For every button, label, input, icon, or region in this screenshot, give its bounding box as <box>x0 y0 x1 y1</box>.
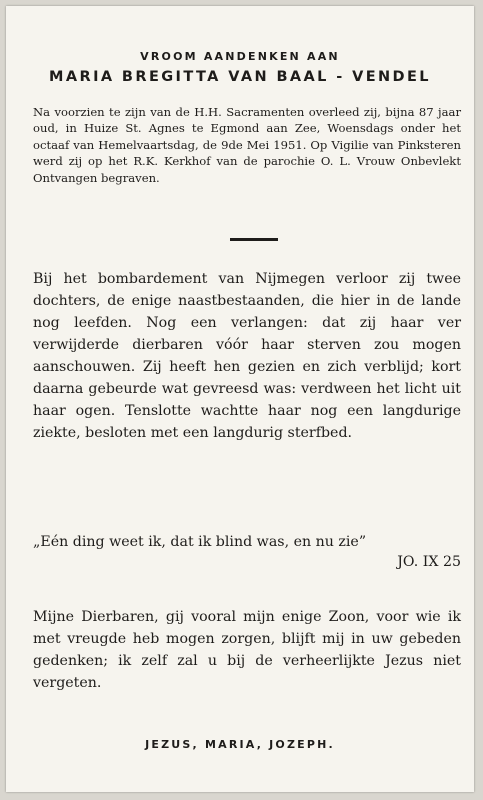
closing-invocation: JEZUS, MARIA, JOZEPH. <box>145 738 335 751</box>
memorial-card <box>6 6 474 792</box>
intro-paragraph: Na voorzien te zijn van de H.H. Sacramenten overleed zij, bijna 87 jaar oud, in Huize St. Agnes te Egmond aan Zee, Woensdags onder het octaaf van Hemelvaartsdag, de 9de Mei 1951. Op Vigilie van Pinksteren werd zij op het R.K. Kerkhof van de parochie O. L. Vrouw Onbevlekt Ontvangen begraven. <box>33 105 461 185</box>
scripture-quote <box>33 532 461 572</box>
farewell-paragraph: Mijne Dierbaren, gij vooral mijn enige Zoon, voor wie ik met vreugde heb mogen zorgen, blijft mij in uw gebeden gedenken; ik zelf zal u bij de verheerlijkte Jezus niet vergeten. <box>33 609 461 691</box>
quote-text: „Eén ding weet ik, dat ik blind was, en nu zie” <box>33 534 367 550</box>
card-heading: VROOM AANDENKEN AAN <box>140 50 340 63</box>
divider-line <box>230 238 278 241</box>
quote-source: JO. IX 25 <box>397 554 461 570</box>
deceased-name: MARIA BREGITTA VAN BAAL - VENDEL <box>49 69 431 85</box>
biography-paragraph: Bij het bombardement van Nijmegen verloor zij twee dochters, de enige naastbestaanden, die hier in de lande nog leefden. Nog een verlangen: dat zij haar ver verwijderde dierbaren vóór haar sterven zou mogen aanschouwen. Zij heeft hen gezien en zich verblijd; kort daarna gebeurde wat gevreesd was: verdween het licht uit haar ogen. Tenslotte wachtte haar nog een langdurige ziekte, besloten met een langdurig sterfbed. <box>33 271 461 441</box>
